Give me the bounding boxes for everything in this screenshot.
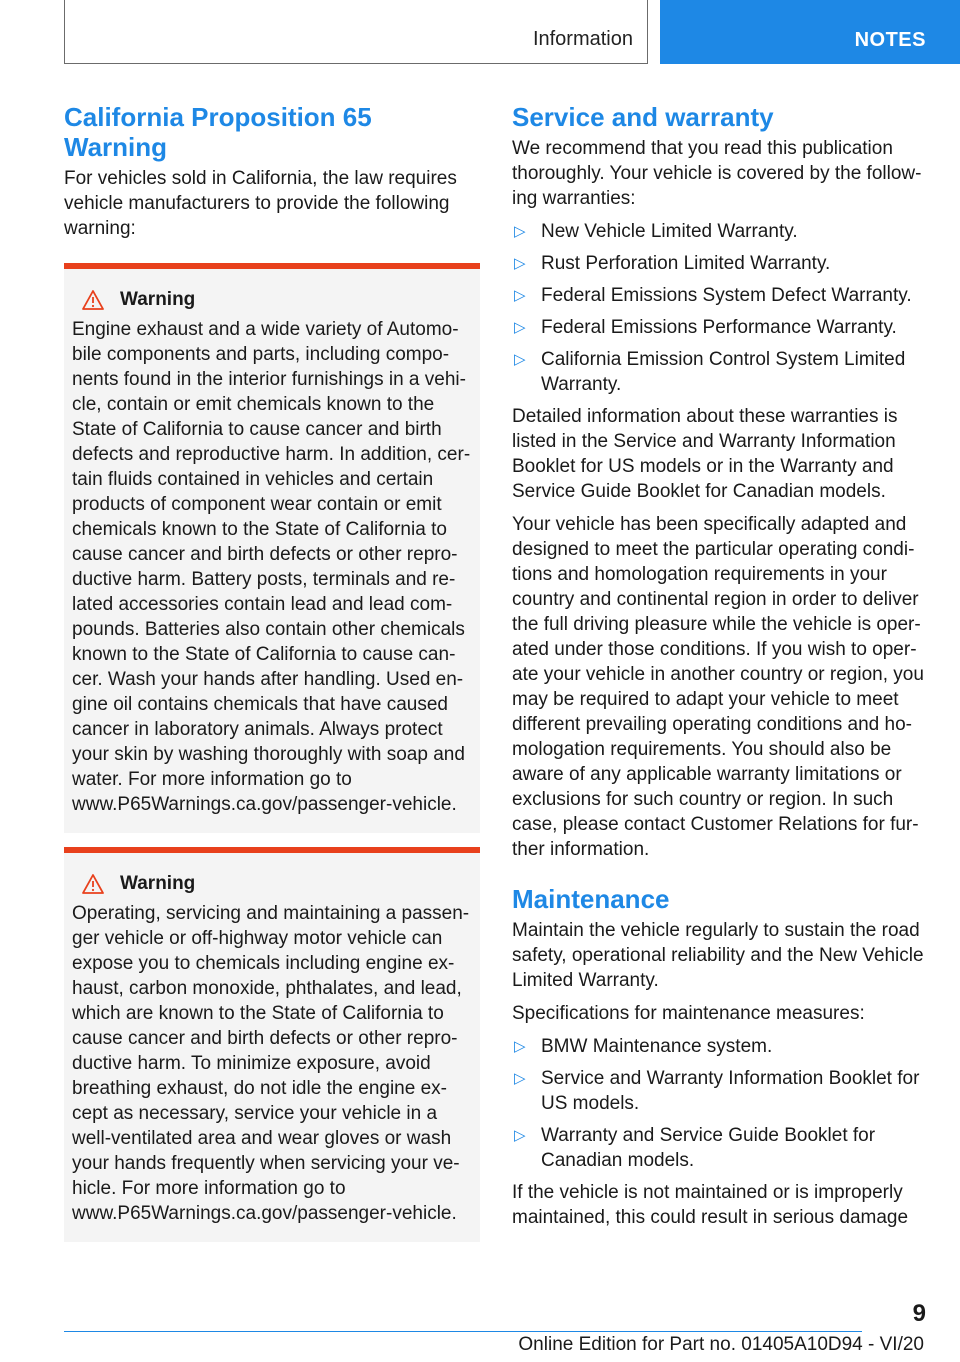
warranty-details-paragraph: Detailed information about these warranties is listed in the Service and Warranty Information Booklet for US models or in the Warranty and Service Guide Booklet for Canadian models.: [512, 406, 898, 502]
list-item: [512, 347, 928, 397]
warning-box: [64, 847, 480, 1242]
list-item-text: BMW Maintenance system.: [541, 1036, 773, 1057]
warning-label: Warning: [120, 289, 196, 310]
list-item: [512, 1066, 928, 1116]
header-chapter-tab[interactable]: [660, 0, 960, 64]
list-item-text: Warranty and Service Guide Booklet for Canadian models.: [541, 1125, 876, 1171]
header-section-label: Information: [532, 28, 633, 50]
maintenance-spec: Specifications for maintenance measures:: [512, 1003, 865, 1024]
warranty-list: [512, 219, 928, 397]
list-item-text: Federal Emissions Performance Warranty.: [541, 317, 897, 338]
left-column: [64, 102, 480, 1242]
triangle-bullet-icon: ▷: [514, 287, 526, 304]
list-item-text: California Emission Control System Limited Warranty.: [541, 349, 906, 395]
warning-text: Engine exhaust and a wide variety of Automobile components and parts, including components found in the interior furnishings in a vehicle, contain or emit chemicals known to the State of California to cause cancer and birth defects and reproductive harm. In addition, certain fluids contained in vehicles and certain products of component wear contain or emit chemicals known to the State of California to cause cancer and birth defects or other reproductive harm. Battery posts, terminals and related accessories contain lead and lead compounds. Batteries also contain other chemicals known to the State of California to cause cancer. Wash your hands after handling. Used engine oil contains chemicals that have caused cancer in laboratory animals. Always protect your skin by washing thoroughly with soap and water. For more information go to www.P65Warnings.ca.gov/passenger-vehicle.: [72, 319, 471, 815]
prop65-title: California Proposition 65 Warning: [64, 102, 372, 162]
list-item-text: Service and Warranty Information Booklet for US models.: [541, 1068, 920, 1114]
warning-header: [72, 873, 472, 895]
maintenance-closing: If the vehicle is not maintained or is improperly maintained, this could result in serious damage: [512, 1182, 909, 1228]
prop65-intro: For vehicles sold in California, the law requires vehicle manufacturers to provide the following warning:: [64, 168, 457, 239]
list-item: [512, 251, 928, 276]
warning-header: [72, 289, 472, 311]
warning-label: Warning: [120, 873, 196, 894]
list-item: [512, 1123, 928, 1173]
triangle-bullet-icon: ▷: [514, 223, 526, 240]
triangle-bullet-icon: ▷: [514, 351, 526, 368]
maintenance-intro: Maintain the vehicle regularly to sustain the road safety, operational reliability and the New Vehicle Limited Warranty.: [512, 920, 924, 991]
triangle-bullet-icon: ▷: [514, 1038, 526, 1055]
warning-triangle-icon: [82, 874, 104, 894]
warning-text: Operating, servicing and maintaining a passenger vehicle or off-highway motor vehicle can expose you to chemicals including engine exhaust, carbon monoxide, phthalates, and lead, which are known to the State of California to cause cancer and birth defects or other reproductive harm. To minimize exposure, avoid breathing exhaust, do not idle the engine except as necessary, service your vehicle in a well-ventilated area and wear gloves or wash your hands frequently when servicing your vehicle. For more information go to www.P65Warnings.ca.gov/passenger-vehicle.: [72, 903, 470, 1224]
list-item-text: New Vehicle Limited Warranty.: [541, 221, 798, 242]
header-chapter-label: NOTES: [854, 29, 926, 51]
service-title: Service and warranty: [512, 102, 774, 132]
service-intro: We recommend that you read this publication thoroughly. Your vehicle is covered by the following warranties:: [512, 138, 922, 209]
vehicle-adaptation-paragraph: Your vehicle has been specifically adapted and designed to meet the particular operating conditions and homologation requirements in your country and continental region in order to deliver the full driving pleasure while the vehicle is operated under those conditions. If you wish to operate your vehicle in another country or region, you may be required to adapt your vehicle to meet different prevailing operating conditions and homologation requirements. You should also be aware of any applicable warranty limitations or exclusions for such country or region. In such case, please contact Customer Relations for further information.: [512, 514, 924, 860]
maintenance-list: [512, 1034, 928, 1173]
triangle-bullet-icon: ▷: [514, 319, 526, 336]
header-section: [64, 0, 648, 64]
list-item: [512, 283, 928, 308]
triangle-bullet-icon: ▷: [514, 1127, 526, 1144]
footer-divider: [64, 1331, 862, 1332]
list-item-text: Federal Emissions System Defect Warranty.: [541, 285, 912, 306]
page-number: 9: [912, 1300, 926, 1327]
triangle-bullet-icon: ▷: [514, 255, 526, 272]
edition-footer: Online Edition for Part no. 01405A10D94 - VI/20: [518, 1334, 924, 1355]
warning-box: [64, 263, 480, 833]
maintenance-title: Maintenance: [512, 884, 670, 914]
warning-triangle-icon: [82, 290, 104, 310]
list-item: [512, 315, 928, 340]
triangle-bullet-icon: ▷: [514, 1070, 526, 1087]
list-item: [512, 219, 928, 244]
right-column: [512, 102, 928, 1238]
list-item: [512, 1034, 928, 1059]
list-item-text: Rust Perforation Limited Warranty.: [541, 253, 831, 274]
